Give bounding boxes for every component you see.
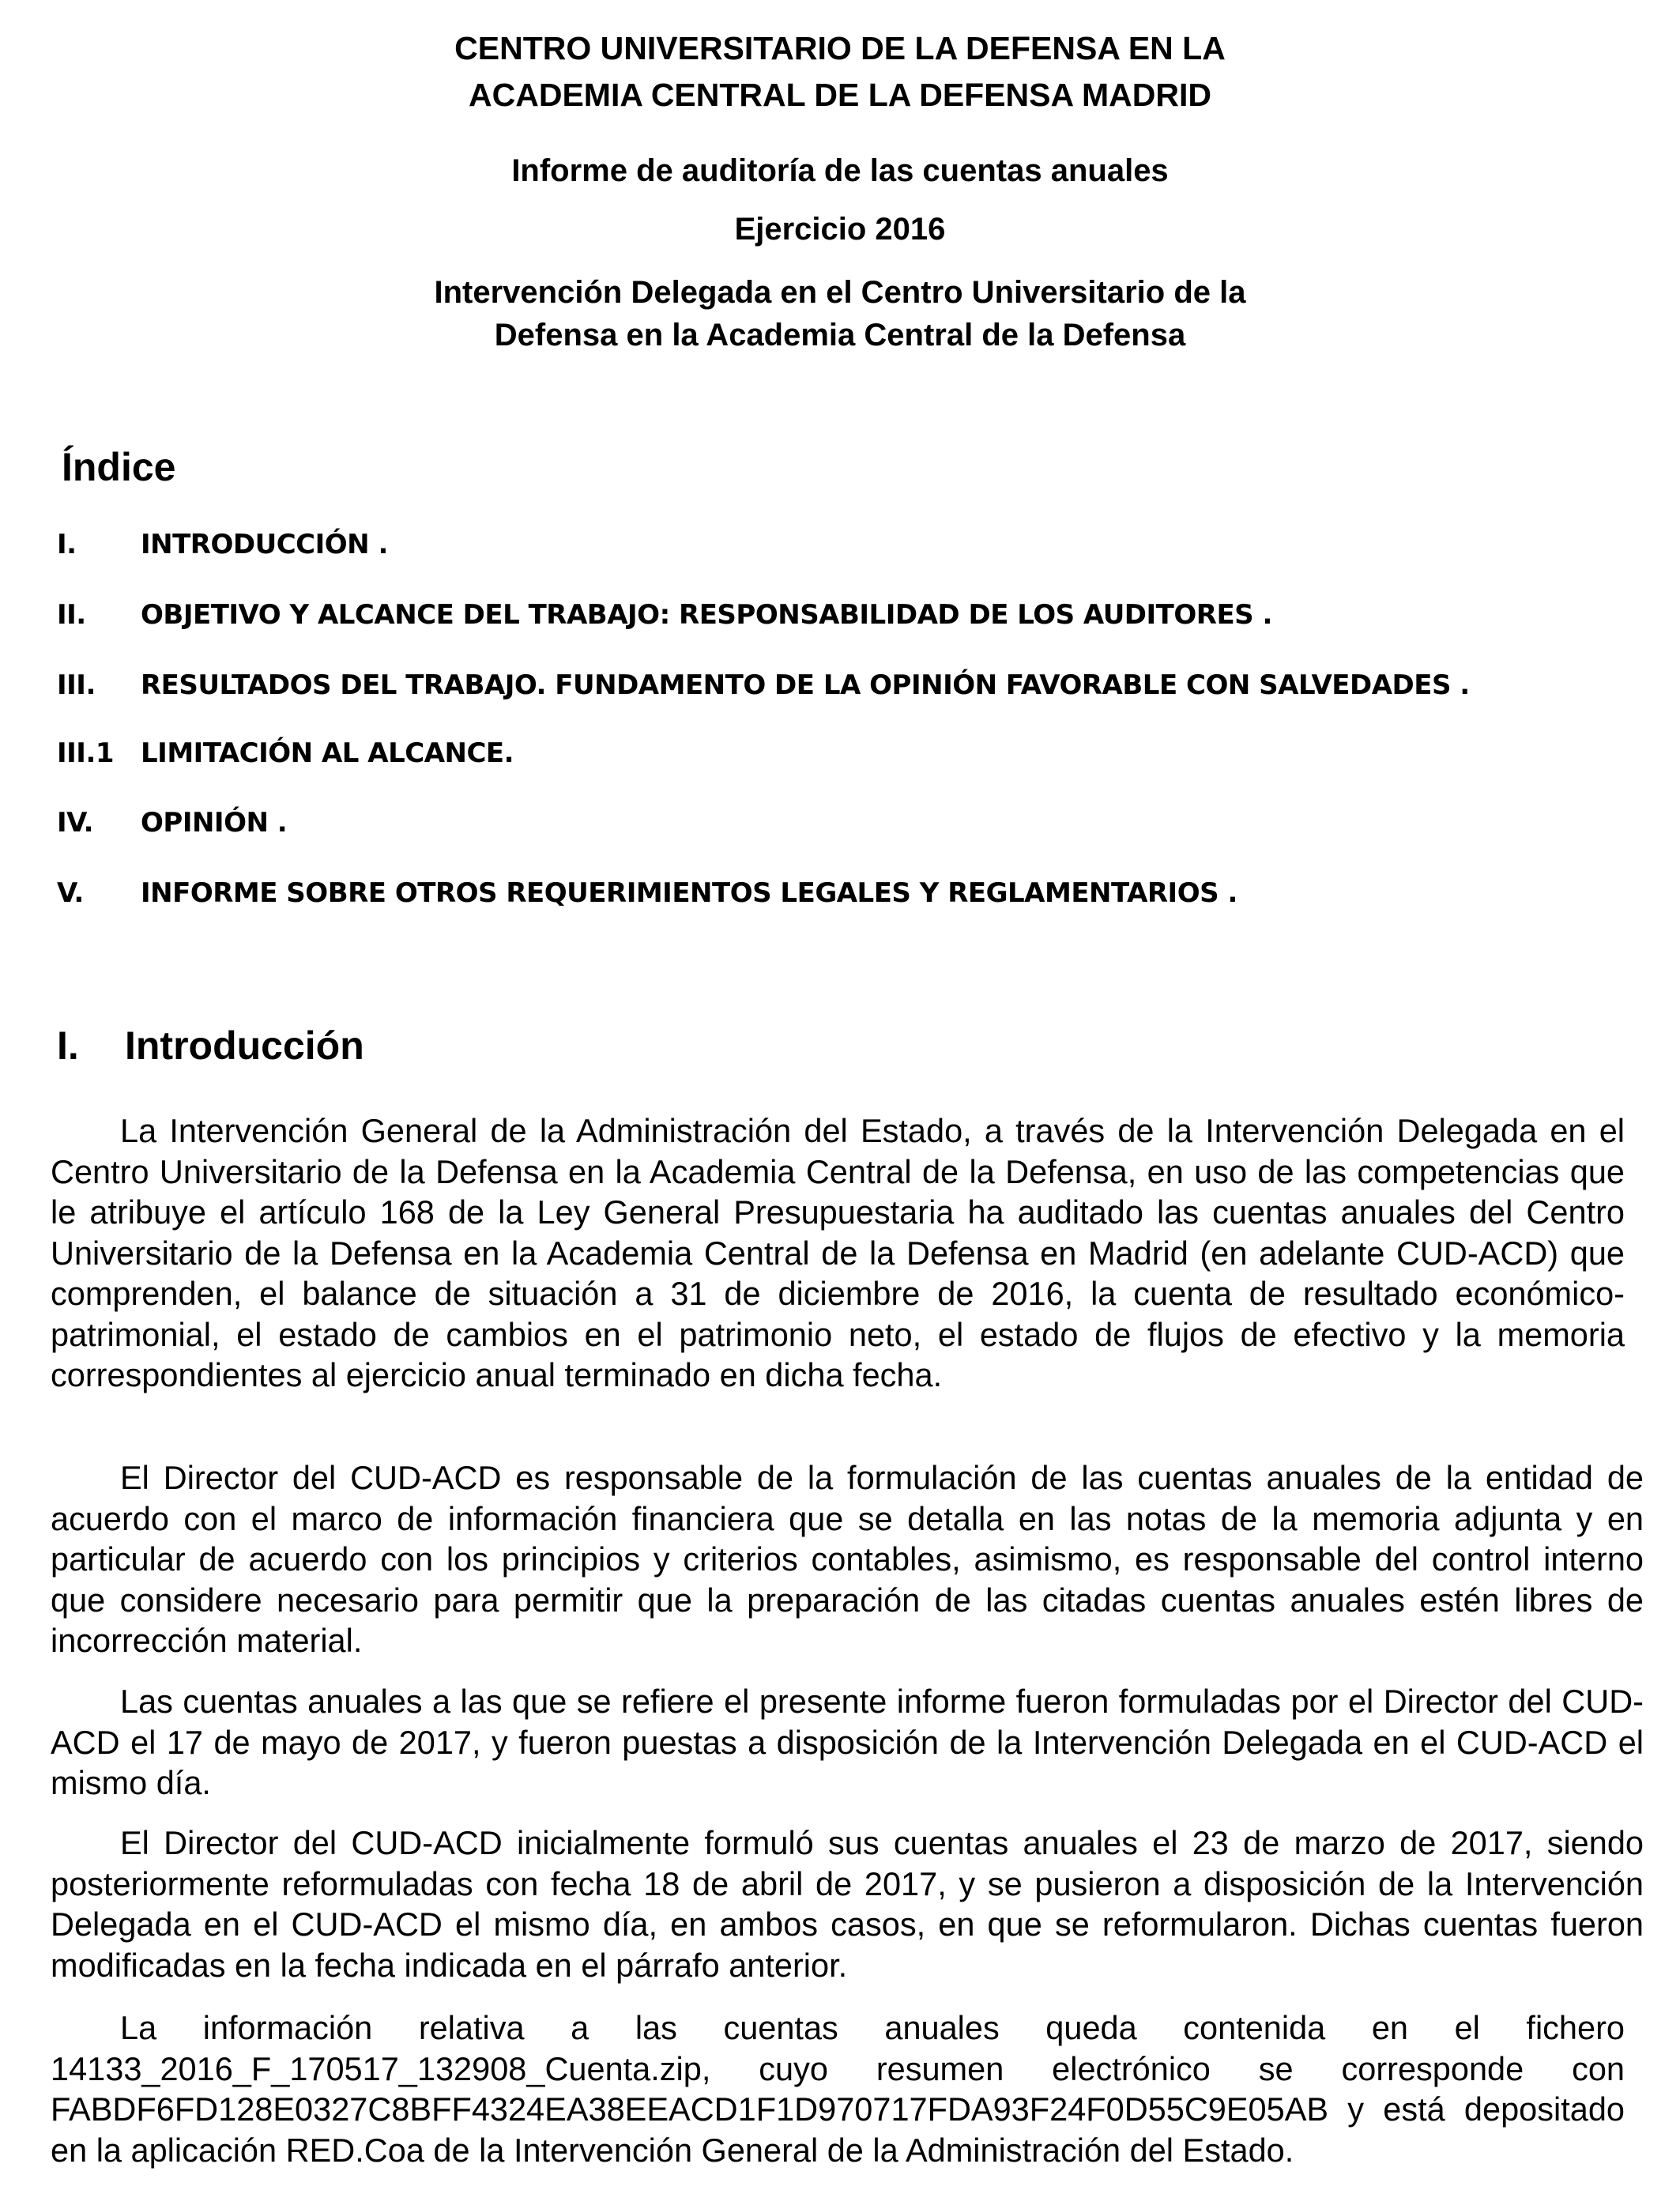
index-heading: Índice <box>62 445 176 489</box>
auditing-unit-line-1: Intervención Delegada en el Centro Universitario de la <box>434 275 1246 310</box>
report-title: Informe de auditoría de las cuentas anuales <box>511 153 1169 188</box>
section-heading <box>57 1020 364 1072</box>
auditing-unit <box>0 271 1680 356</box>
toc-entry-text: RESULTADOS DEL TRABAJO. FUNDAMENTO DE LA OPINIÓN FAVORABLE CON SALVEDADES . <box>141 669 1470 701</box>
toc-entry-number: III.1 <box>57 737 115 769</box>
body-paragraph: La información relativa a las cuentas anuales queda contenida en el fichero 14133_2016_F_170517_132908_Cuenta.zip, cuyo resumen electrónico se corresponde con FABDF6FD128E0327C8BFF4324EA38EEACD1F1D970717FDA93F24F0D55C9E05AB y está depositado en la aplicación RED.Coa de la Intervención General de la Administración del Estado. <box>51 2009 1625 2169</box>
toc-entry-text: OBJETIVO Y ALCANCE DEL TRABAJO: RESPONSABILIDAD DE LOS AUDITORES . <box>141 599 1272 631</box>
institution-title-line-2: ACADEMIA CENTRAL DE LA DEFENSA MADRID <box>469 77 1211 113</box>
body-paragraph: El Director del CUD-ACD es responsable de la formulación de las cuentas anuales de la entidad de acuerdo con el marco de información financiera que se detalla en las notas de la memoria adjunta y en particular de acuerdo con los principios y criterios contables, asimismo, es responsable del control interno que considere necesario para permitir que la preparación de las citadas cuentas anuales estén libres de incorrección material. <box>51 1459 1644 1659</box>
body-paragraph: La Intervención General de la Administración del Estado, a través de la Intervención Delegada en el Centro Universitario de la Defensa en la Academia Central de la Defensa, en uso de las competencias que le atribuye el artículo 168 de la Ley General Presupuestaria ha auditado las cuentas anuales del Centro Universitario de la Defensa en la Academia Central de la Defensa en Madrid (en adelante CUD-ACD) que comprenden, el balance de situación a 31 de diciembre de 2016, la cuenta de resultado económico-patrimonial, el estado de cambios en el patrimonio neto, el estado de flujos de efectivo y la memoria correspondientes al ejercicio anual terminado en dicha fecha. <box>51 1112 1625 1393</box>
toc-entry-number: I. <box>57 529 77 560</box>
fiscal-year: Ejercicio 2016 <box>734 212 946 247</box>
toc-entry-number: V. <box>57 877 84 909</box>
toc-entry-number: IV. <box>57 807 93 839</box>
institution-title-line-1: CENTRO UNIVERSITARIO DE LA DEFENSA EN LA <box>454 30 1226 66</box>
body-paragraph: Las cuentas anuales a las que se refiere el presente informe fueron formuladas por el Director del CUD-ACD el 17 de mayo de 2017, y fueron puestas a disposición de la Intervención Delegada en el CUD-ACD el mismo día. <box>51 1683 1644 1801</box>
auditing-unit-line-2: Defensa en la Academia Central de la Defensa <box>494 318 1186 352</box>
toc-entry-text: INFORME SOBRE OTROS REQUERIMIENTOS LEGALES Y REGLAMENTARIOS . <box>141 877 1237 909</box>
body-paragraph: El Director del CUD-ACD inicialmente formuló sus cuentas anuales el 23 de marzo de 2017, siendo posteriormente reformuladas con fecha 18 de abril de 2017, y se pusieron a disposición de la Intervención Delegada en el CUD-ACD el mismo día, en ambos casos, en que se reformularon. Dichas cuentas fueron modificadas en la fecha indicada en el párrafo anterior. <box>51 1824 1644 1984</box>
institution-title <box>0 25 1680 119</box>
section-number: I. <box>57 1023 79 1068</box>
toc-entry-text: INTRODUCCIÓN . <box>141 529 388 560</box>
section-title: Introducción <box>125 1023 364 1068</box>
toc-entry-number: III. <box>57 669 96 701</box>
toc-entry-text: LIMITACIÓN AL ALCANCE. <box>141 737 514 769</box>
toc-entry-text: OPINIÓN . <box>141 807 288 839</box>
toc-entry-number: II. <box>57 599 86 631</box>
